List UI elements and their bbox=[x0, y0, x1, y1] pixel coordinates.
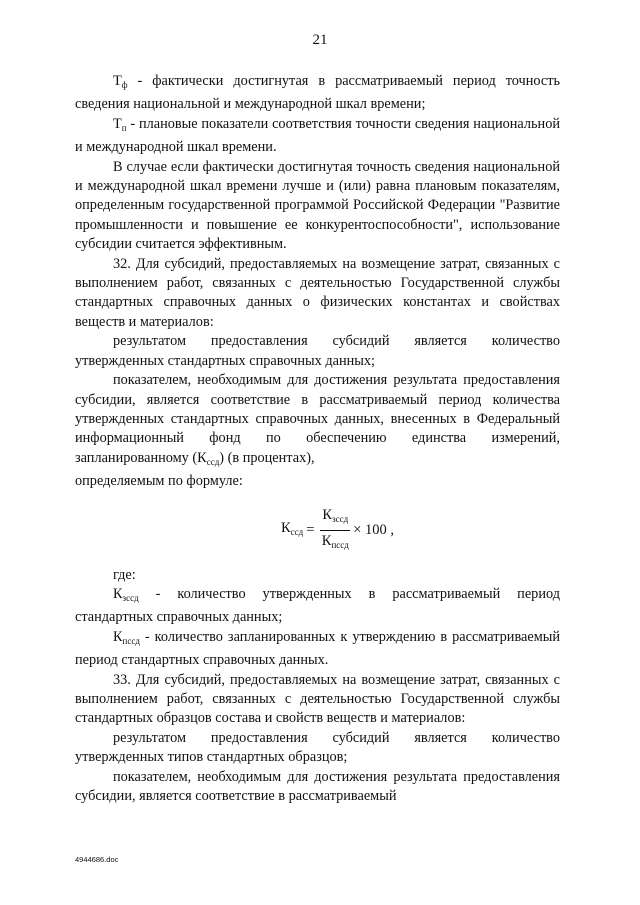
paragraph-effective: В случае если фактически достигнутая точность сведения национальной и международной шкал времени лучше и (или) равна плановым показателям, определенным государственной программой Российской Федерации "Развитие промышленности и повышение ее конкурентоспособности", использование субсидии считается эффективным. bbox=[75, 158, 560, 253]
paragraph-where: где: bbox=[113, 566, 136, 583]
formula-denominator: $К_{пссд}$ bbox=[321, 532, 349, 550]
paragraph-33-indicator: показателем, необходимым для достижения результата предоставления субсидии, является соответствие в рассматриваемый bbox=[75, 768, 560, 804]
paragraph-33: 33. Для субсидий, предоставляемых на возмещение затрат, связанных с выполнением работ, связанных с деятельностью Государственной службы стандартных образцов состава и свойств веществ и материалов: bbox=[75, 671, 560, 727]
paragraph-kzssd: $К_{зссд}$ - количество утвержденных в рассматриваемый период стандартных справочных данных; bbox=[75, 585, 560, 626]
document-body bbox=[75, 72, 560, 806]
page-number: 21 bbox=[312, 32, 328, 48]
formula-equals: = bbox=[306, 521, 315, 538]
paragraph-32: 32. Для субсидий, предоставляемых на возмещение затрат, связанных с выполнением работ, связанных с деятельностью Государственной службы стандартных справочных данных о физических константах и свойствах веществ и материалов: bbox=[75, 255, 560, 330]
paragraph-tp: $Т_п$ - плановые показатели соответствия точности сведения национальной и международной шкал времени. bbox=[75, 115, 560, 156]
formula-fraction bbox=[320, 506, 350, 556]
paragraph-tf: $Т_ф$ - фактически достигнутая в рассматриваемый период точность сведения национальной и международной шкал времени; bbox=[75, 73, 560, 113]
formula-lhs: $К_{ссд}$ bbox=[280, 519, 304, 537]
paragraph-kpssd: $К_{пссд}$ - количество запланированных к утверждению в рассматриваемый период стандартных справочных данных. bbox=[75, 628, 560, 669]
formula-tail: × 100 , bbox=[353, 521, 395, 538]
paragraph-32-result: результатом предоставления субсидий является количество утвержденных стандартных справочных данных; bbox=[75, 333, 560, 369]
footer-filename: 4944686.doc bbox=[75, 855, 119, 864]
paragraph-32-indicator: показателем, необходимым для достижения результата предоставления субсидии, является соответствие в рассматриваемый период количества утвержденных стандартных справочных данных, внесенных в Федеральный информационный фонд по обеспечению единства измерений, запланированному $(К_{ссд})$ (в процентах), bbox=[75, 372, 560, 467]
paragraph-formula-intro: определяемым по формуле: bbox=[75, 473, 243, 490]
paragraph-33-result: результатом предоставления субсидий является количество утвержденных типов стандартных образцов; bbox=[75, 729, 560, 766]
formula-kssd bbox=[115, 506, 560, 552]
formula-numerator: $К_{зссд}$ bbox=[320, 506, 350, 531]
